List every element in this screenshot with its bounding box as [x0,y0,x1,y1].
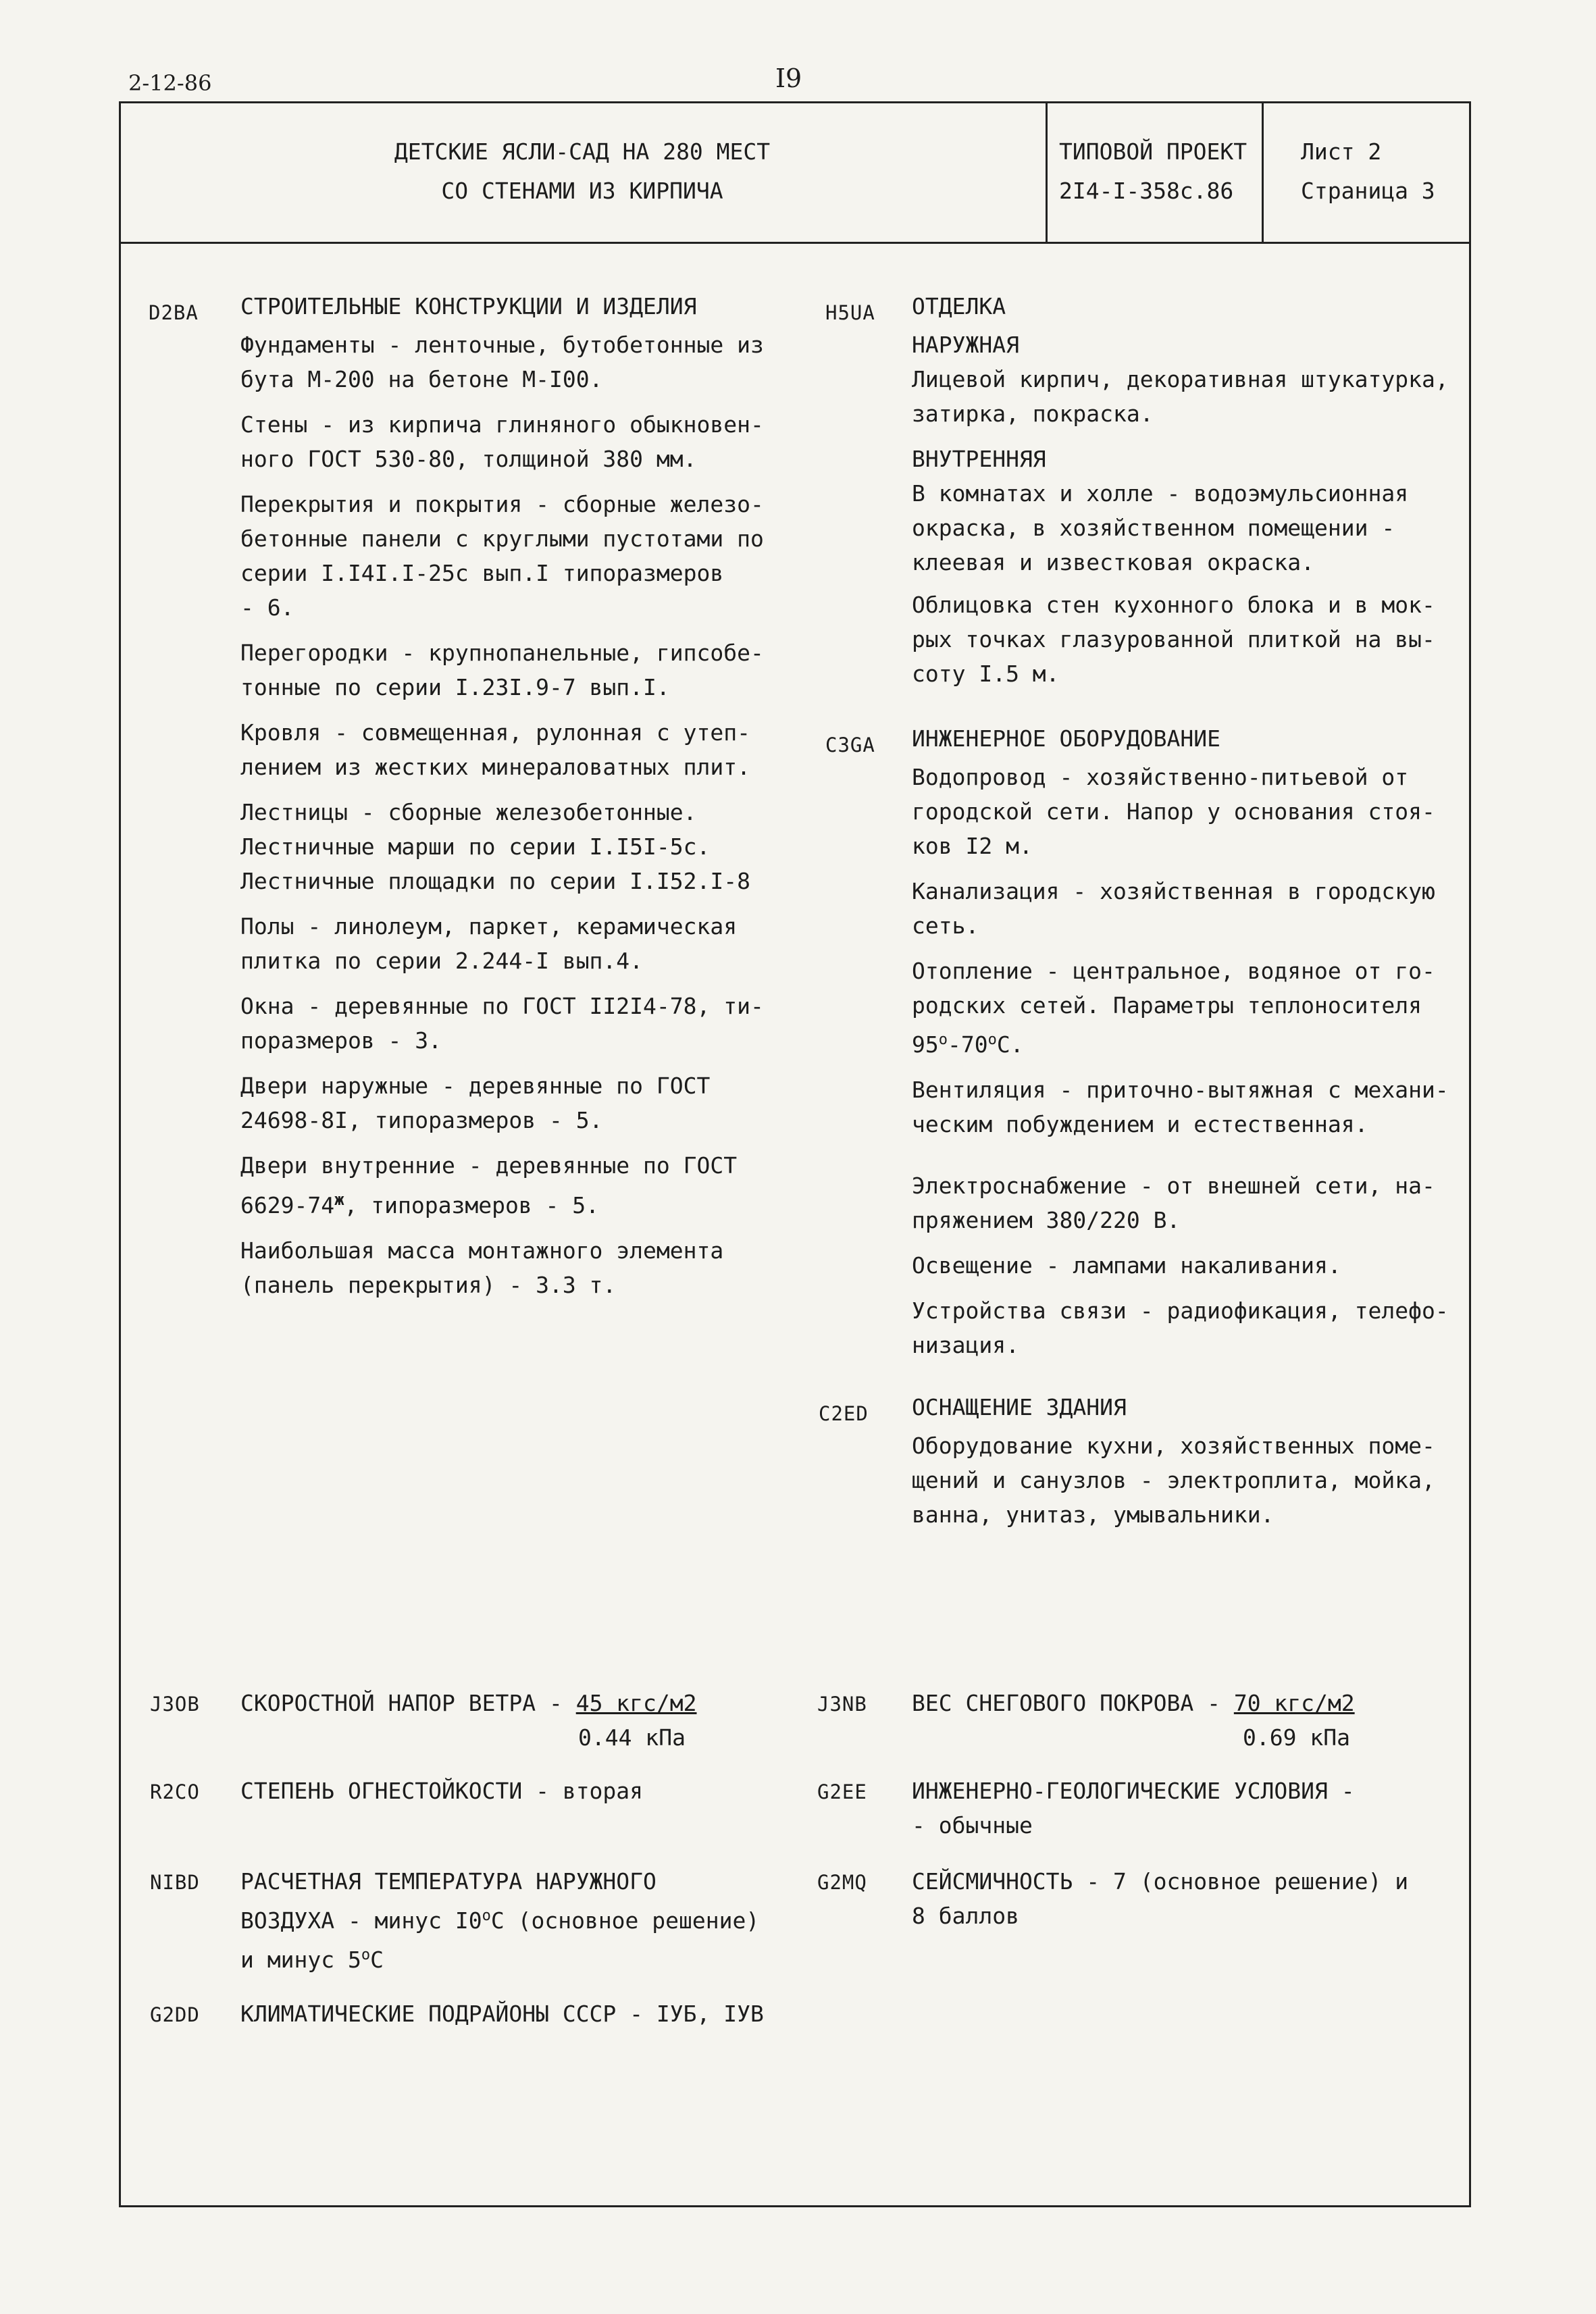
fact-seismicity: СЕЙСМИЧНОСТЬ - 7 (основное решение) и 8 баллов [912,1868,1409,1929]
fact-code: G2EE [817,1780,867,1803]
section-equipment [912,1390,1466,1543]
fact-label: СКОРОСТНОЙ НАПОР ВЕТРА - [240,1690,576,1716]
header-separator-2 [1262,101,1264,243]
text: ВОЗДУХА - минус I0 [240,1907,482,1934]
paragraph: Перегородки - крупнопанельные, гипсобе- тонные по серии I.23I.9-7 вып.I. [240,640,764,700]
text: и минус 5 [240,1947,361,1973]
text: С (основное решение) [490,1907,760,1934]
subheading-outer: НАРУЖНАЯ [912,332,1019,358]
text: , типоразмеров - 5. [344,1192,600,1218]
text: -70 [948,1031,988,1058]
header-separator-1 [1046,101,1048,243]
project-code: 2I4-I-358с.86 [1059,178,1234,204]
paragraph: Освещение - лампами накаливания. [912,1252,1341,1279]
degree-sign: о [361,1947,371,1963]
fact-code: J3OB [150,1693,200,1716]
fact-geology: ИНЖЕНЕРНО-ГЕОЛОГИЧЕСКИЕ УСЛОВИЯ - - обычные [912,1778,1355,1839]
fact-label: ВЕС СНЕГОВОГО ПОКРОВА - [912,1690,1234,1716]
text: С [370,1947,384,1973]
page-label: Страница 3 [1301,178,1435,204]
paragraph: Двери наружные - деревянные по ГОСТ 24698-8I, типоразмеров - 5. [240,1073,711,1133]
fact-code: J3NB [817,1693,867,1716]
sheet-number: Лист 2 [1301,138,1382,165]
page-number: I9 [775,63,802,93]
section-code: D2BA [149,301,199,324]
section-engineering [912,721,1466,1373]
paragraph: Лестницы - сборные железобетонные. Лестничные марши по серии I.I5I-5с. Лестничные площадки по серии I.I52.I-8 [240,799,750,894]
paragraph: Окна - деревянные по ГОСТ II2I4-78, ти- поразмеров - 3. [240,993,764,1054]
section-heading: ОСНАЩЕНИЕ ЗДАНИЯ [912,1394,1127,1420]
paragraph: Облицовка стен кухонного блока и в мок- рых точках глазурованной плиткой на вы- соту I.5 м. [912,592,1435,687]
paragraph: Электроснабжение - от внешней сети, на- пряжением 380/220 В. [912,1173,1435,1233]
fact-code: G2DD [150,2003,200,2026]
paragraph: Фундаменты - ленточные, бутобетонные из бута М-200 на бетоне М-I00. [240,332,764,392]
header-title-line-1: ДЕТСКИЕ ЯСЛИ-САД НА 280 МЕСТ [394,138,771,165]
section-construction [240,289,794,1313]
document-date: 2-12-86 [128,70,212,96]
paragraph: Устройства связи - радиофикация, телефо- низация. [912,1297,1449,1358]
section-heading: СТРОИТЕЛЬНЫЕ КОНСТРУКЦИИ И ИЗДЕЛИЯ [240,293,697,319]
fact-snow-load [912,1686,1493,1755]
project-cell [1059,132,1247,211]
fact-value-si: 0.44 кПа [578,1724,686,1751]
paragraph: Стены - из кирпича глиняного обыкновен- ного ГОСТ 530-80, толщиной 380 мм. [240,411,764,472]
paragraph: Кровля - совмещенная, рулонная с утеп- лением из жестких минераловатных плит. [240,719,750,780]
fact-value: 70 кгс/м2 [1233,1690,1355,1716]
header-divider [119,242,1471,244]
fact-wind-pressure [240,1686,821,1755]
paragraph-inner-doors [240,1148,794,1223]
fact-code: NIBD [150,1871,200,1894]
section-heading: ИНЖЕНЕРНОЕ ОБОРУДОВАНИЕ [912,725,1220,752]
asterisk-mark: ж [334,1190,344,1209]
header-title-line-2: СО СТЕНАМИ ИЗ КИРПИЧА [441,178,723,204]
fact-value-si: 0.69 кПа [1243,1724,1350,1751]
section-code: H5UA [825,301,875,324]
text: 95 [912,1031,939,1058]
section-heading: ОТДЕЛКА [912,293,1006,319]
paragraph: Наибольшая масса монтажного элемента (панель перекрытия) - 3.3 т. [240,1237,724,1298]
section-finishing [912,289,1466,702]
fact-code: G2MQ [817,1871,867,1894]
text: РАСЧЕТНАЯ ТЕМПЕРАТУРА НАРУЖНОГО [240,1868,657,1895]
fact-value: 45 кгс/м2 [575,1690,697,1716]
paragraph: Полы - линолеум, паркет, керамическая плитка по серии 2.244-I вып.4. [240,913,738,974]
paragraph: Канализация - хозяйственная в городскую сеть. [912,878,1435,939]
fact-climate-zones: КЛИМАТИЧЕСКИЕ ПОДРАЙОНЫ СССР - IУБ, IУВ [240,2001,764,2027]
paragraph: Водопровод - хозяйственно-питьевой от городской сети. Напор у основания стоя- ков I2 м. [912,764,1435,859]
degree-sign: о [987,1031,997,1048]
header-title [119,132,1046,211]
paragraph: Перекрытия и покрытия - сборные железо- бетонные панели с круглыми пустотами по серии I.I4I.I-25с вып.I типоразмеров - 6. [240,491,764,621]
paragraph: Лицевой кирпич, декоративная штукатурка, затирка, покраска. [912,366,1449,427]
degree-sign: о [482,1907,491,1924]
fact-code: R2CO [150,1780,200,1803]
subheading-inner: ВНУТРЕННЯЯ [912,446,1046,472]
sheet-cell [1301,132,1435,211]
section-code: C2ED [819,1402,869,1425]
paragraph: В комнатах и холле - водоэмульсионная окраска, в хозяйственном помещении - клеевая и известковая окраска. [912,480,1409,575]
gost-number: 6629-74 [240,1192,335,1218]
paragraph: Оборудование кухни, хозяйственных поме- щений и санузлов - электроплита, мойка, ванна, унитаз, умывальники. [912,1433,1435,1528]
paragraph-heating [912,954,1466,1062]
fact-design-temperature [240,1864,821,1977]
degree-sign: о [938,1031,948,1048]
text: Отопление - центральное, водяное от го- родских сетей. Параметры теплоносителя [912,958,1435,1019]
text: С. [996,1031,1024,1058]
section-code: C3GA [825,734,875,756]
text: Двери внутренние - деревянные по ГОСТ [240,1152,738,1179]
fact-fire-resistance: СТЕПЕНЬ ОГНЕСТОЙКОСТИ - вторая [240,1778,644,1804]
paragraph: Вентиляция - приточно-вытяжная с механи- ческим побуждением и естественная. [912,1077,1449,1137]
project-label: ТИПОВОЙ ПРОЕКТ [1059,138,1247,165]
